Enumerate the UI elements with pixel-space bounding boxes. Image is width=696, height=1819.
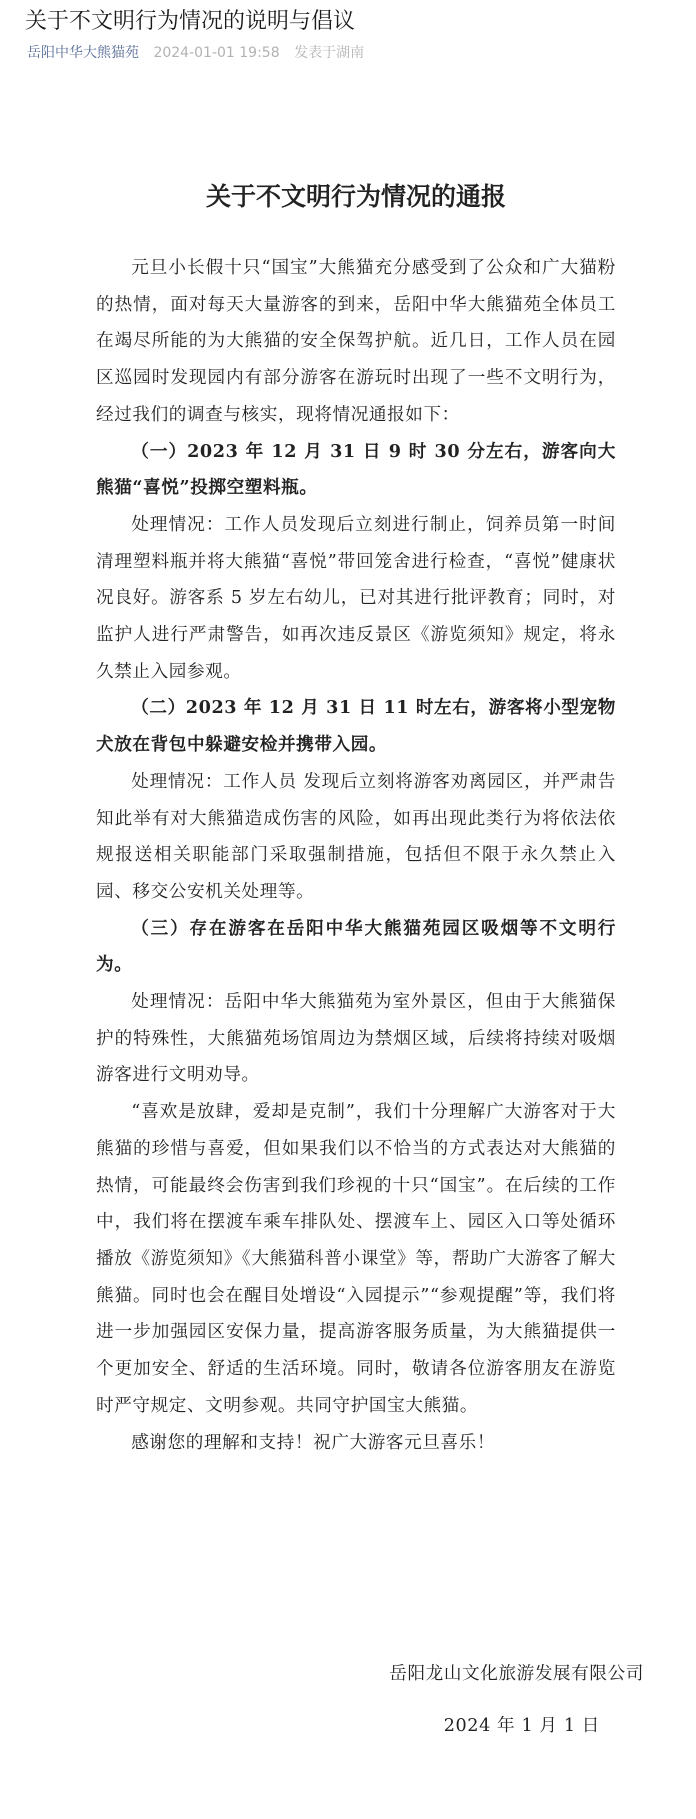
account-name-link[interactable]: 岳阳中华大熊猫苑 (27, 45, 139, 61)
publish-location: 发表于湖南 (294, 45, 365, 61)
notice-body (96, 250, 616, 1461)
appeal-paragraph: “喜欢是放肆，爱却是克制”，我们十分理解广大游客对于大熊猫的珍惜与喜爱，但如果我们以不恰当的方式表达对大熊猫的热情，可能最终会伤害到我们珍视的十只“国宝”。在后续的工作中，我们将在摆渡车乘车排队处、摆渡车上、园区入口等处循环播放《游览须知》《大熊猫科普小课堂》等，帮助广大游客了解大熊猫。同时也会在醒目处增设“入园提示”“参观提醒”等，我们将进一步加强园区安保力量，提高游客服务质量，为大熊猫提供一个更加安全、舒适的生活环境。同时，敬请各位游客朋友在游览时严守规定、文明参观。共同守护国宝大熊猫。 (96, 1102, 616, 1416)
incident-2-heading: （二）2023 年 12 月 31 日 11 时左右，游客将小型宠物犬放在背包中躲避安检并携带入园。 (96, 697, 616, 756)
incident-3-handling: 处理情况：岳阳中华大熊猫苑为室外景区，但由于大熊猫保护的特殊性，大熊猫苑场馆周边为禁烟区域，后续将持续对吸烟游客进行文明劝导。 (96, 992, 616, 1086)
intro-paragraph: 元旦小长假十只“国宝”大熊猫充分感受到了公众和广大猫粉的热情，面对每天大量游客的到来，岳阳中华大熊猫苑全体员工在竭尽所能的为大熊猫的安全保驾护航。近几日，工作人员在园区巡园时发现园内有部分游客在游玩时出现了一些不文明行为，经过我们的调查与核实，现将情况通报如下： (96, 258, 616, 425)
signature-organization: 岳阳龙山文化旅游发展有限公司 (389, 1664, 644, 1684)
thanks-paragraph: 感谢您的理解和支持！祝广大游客元旦喜乐！ (131, 1432, 496, 1453)
notice-heading: 关于不文明行为情况的通报 (205, 182, 506, 211)
publish-time: 2024-01-01 19:58 (153, 45, 280, 61)
incident-1-handling: 处理情况：工作人员发现后立刻进行制止，饲养员第一时间清理塑料瓶并将大熊猫“喜悦”带回笼舍进行检查，“喜悦”健康状况良好。游客系 5 岁左右幼儿，已对其进行批评教育；同时，对监护人进行严肃警告，如再次违反景区《游览须知》规定，将永久禁止入园参观。 (96, 514, 616, 682)
incident-2-handling: 处理情况：工作人员 发现后立刻将游客劝离园区，并严肃告知此举有对大熊猫造成伤害的风险，如再出现此类行为将依法依规报送相关职能部门采取强制措施，包括但不限于永久禁止入园、移交公安机关处理等。 (96, 771, 616, 902)
incident-1-heading: （一）2023 年 12 月 31 日 9 时 30 分左右，游客向大熊猫“喜悦”投掷空塑料瓶。 (96, 440, 616, 499)
incident-3-heading: （三）存在游客在岳阳中华大熊猫苑园区吸烟等不文明行为。 (96, 917, 616, 976)
article-meta (27, 44, 364, 62)
signature-date: 2024 年 1 月 1 日 (443, 1716, 600, 1736)
article-title: 关于不文明行为情况的说明与倡议 (25, 9, 356, 34)
